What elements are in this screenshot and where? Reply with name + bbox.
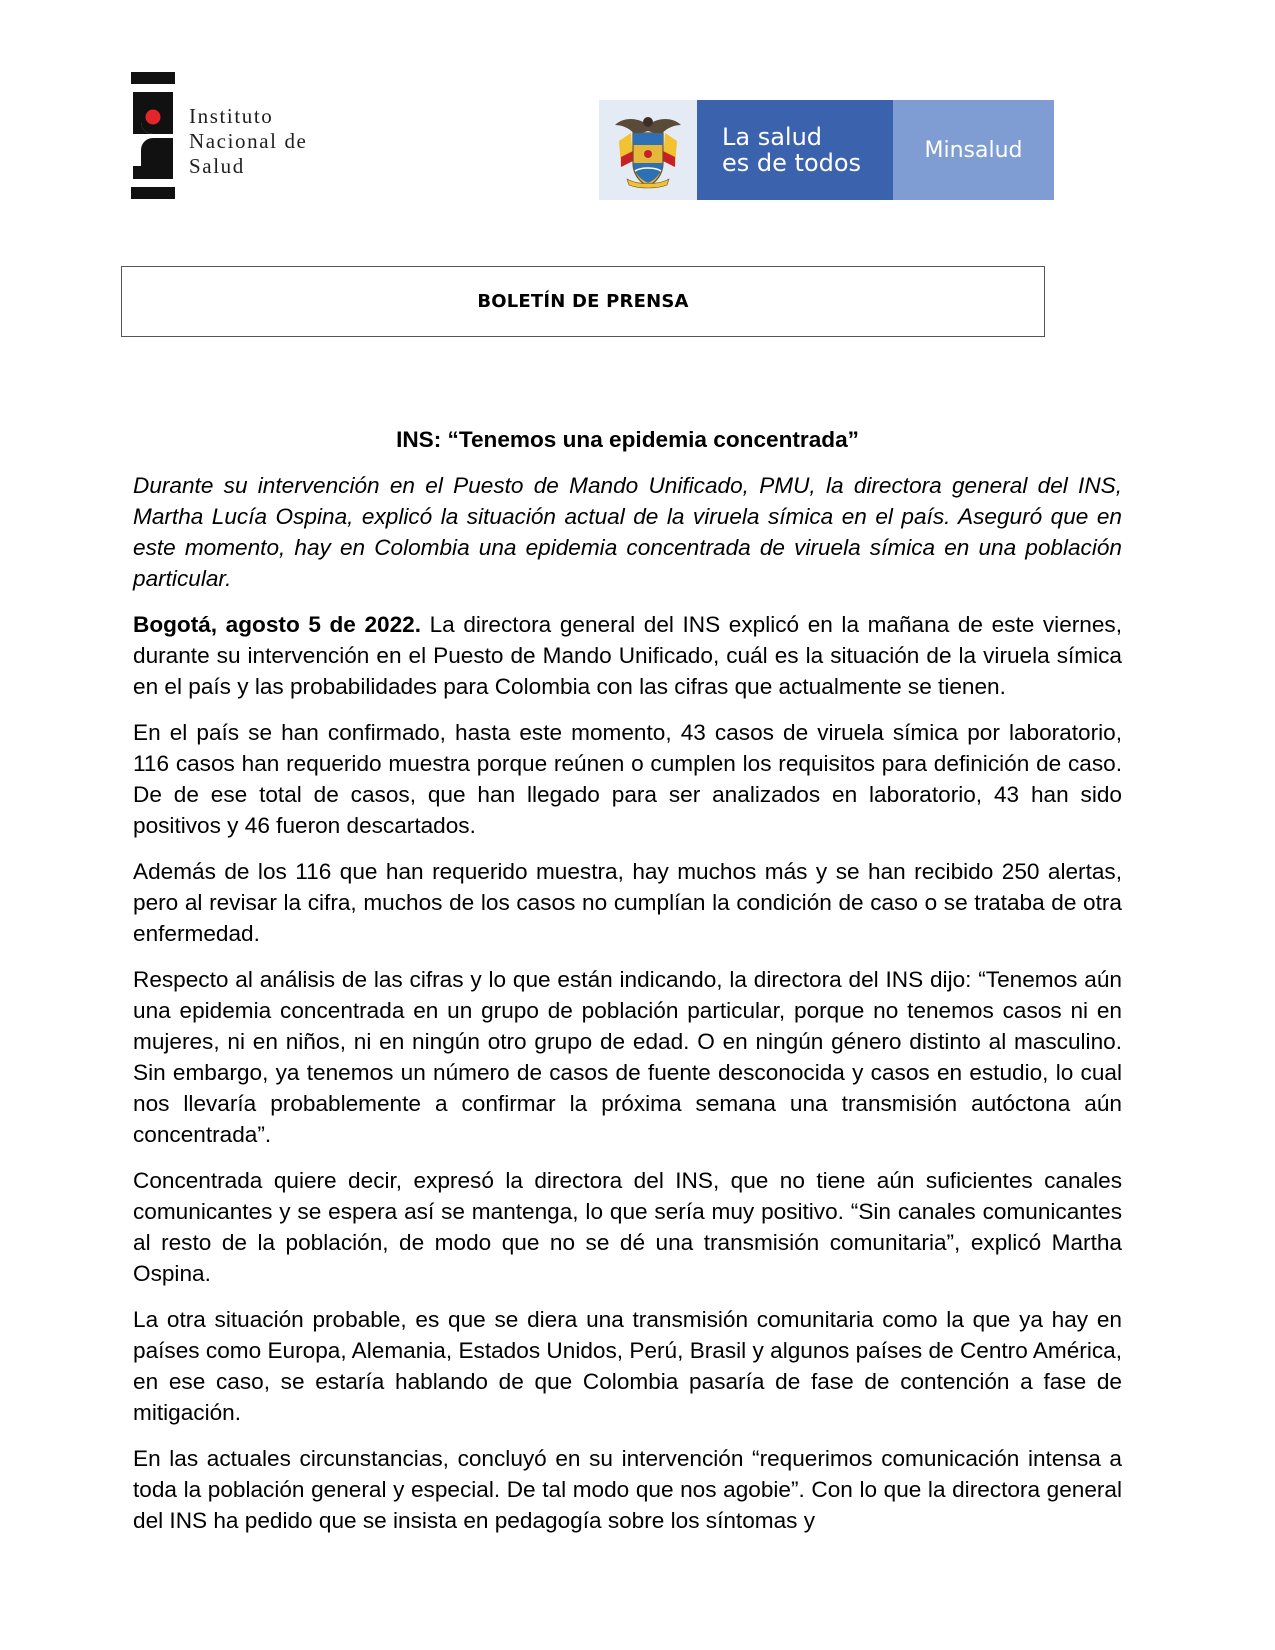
bulletin-box [121, 266, 1045, 337]
article-paragraph-7: En las actuales circunstancias, concluyó en su intervención “requerimos comunicación intensa a toda la población general y especial. De tal modo que nos agobie”. Con lo que la directora general del INS ha pedido que se insista en pedagogía sobre los síntomas y [133, 1446, 1122, 1533]
article-paragraph-5: Concentrada quiere decir, expresó la directora del INS, que no tiene aún suficientes canales comunicantes y se espera así se mantenga, lo que sería muy positivo. “Sin canales comunicantes al resto de la población, de modo que no se dé una transmisión comunitaria”, explicó Martha Ospina. [133, 1168, 1122, 1286]
gov-ministry-label: Minsalud [924, 137, 1023, 163]
gov-slogan-line1: La salud [722, 123, 823, 151]
ins-logo-line3: Salud [189, 154, 245, 178]
bulletin-label: BOLETÍN DE PRENSA [477, 291, 689, 312]
article-body [133, 424, 1122, 1551]
gov-slogan [697, 100, 893, 200]
gov-banner [599, 100, 1054, 200]
ins-logo [131, 72, 361, 202]
article-paragraph-3: Además de los 116 que han requerido muestra, hay muchos más y se han recibido 250 alertas, pero al revisar la cifra, muchos de los casos no cumplían la condición de caso o se trataba de otra enfermedad. [133, 859, 1122, 946]
ins-logo-line1: Instituto [189, 104, 274, 128]
article-dateline: Bogotá, agosto 5 de 2022. [133, 612, 421, 637]
article-paragraph-1 [133, 609, 1122, 702]
article-paragraph-1-text: La directora general del INS explicó en la mañana de este viernes, durante su intervención en el Puesto de Mando Unificado, cuál es la situación de la viruela símica en el país y las probabilidades para Colombia con las cifras que actualmente se tienen. [133, 612, 1122, 699]
coat-of-arms [599, 100, 697, 200]
article-paragraph-2: En el país se han confirmado, hasta este momento, 43 casos de viruela símica por laboratorio, 116 casos han requerido muestra porque reúnen o cumplen los requisitos para definición de caso. De de ese total de casos, que han llegado para ser analizados en laboratorio, 43 han sido positivos y 46 fueron descartados. [133, 720, 1122, 838]
article-paragraph-4: Respecto al análisis de las cifras y lo que están indicando, la directora del INS dijo: “Tenemos aún una epidemia concentrada en un grupo de población particular, porque no tenemos casos ni en mujeres, ni en niños, ni en ningún otro grupo de edad. O en ningún género distinto al masculino. Sin embargo, ya tenemos un número de casos de fuente desconocida y casos en estudio, lo cual nos llevaría probablemente a confirmar la próxima semana una transmisión autóctona aún concentrada”. [133, 967, 1122, 1147]
article-lead: Durante su intervención en el Puesto de Mando Unificado, PMU, la directora general del INS, Martha Lucía Ospina, explicó la situación actual de la viruela símica en el país. Aseguró que en este momento, hay en Colombia una epidemia concentrada de viruela símica en una población particular. [133, 473, 1122, 591]
gov-slogan-line2: es de todos [722, 149, 862, 177]
article-headline: INS: “Tenemos una epidemia concentrada” [396, 427, 859, 452]
gov-ministry [893, 100, 1054, 200]
article-paragraph-6: La otra situación probable, es que se diera una transmisión comunitaria como la que ya hay en países como Europa, Alemania, Estados Unidos, Perú, Brasil y algunos países de Centro América, en ese caso, se estaría hablando de que Colombia pasaría de fase de contención a fase de mitigación. [133, 1307, 1122, 1425]
ins-logo-line2: Nacional de [189, 129, 308, 153]
ins-logo-text [189, 104, 307, 179]
coat-of-arms-icon [613, 111, 683, 189]
ins-logo-mark-icon [131, 72, 175, 199]
